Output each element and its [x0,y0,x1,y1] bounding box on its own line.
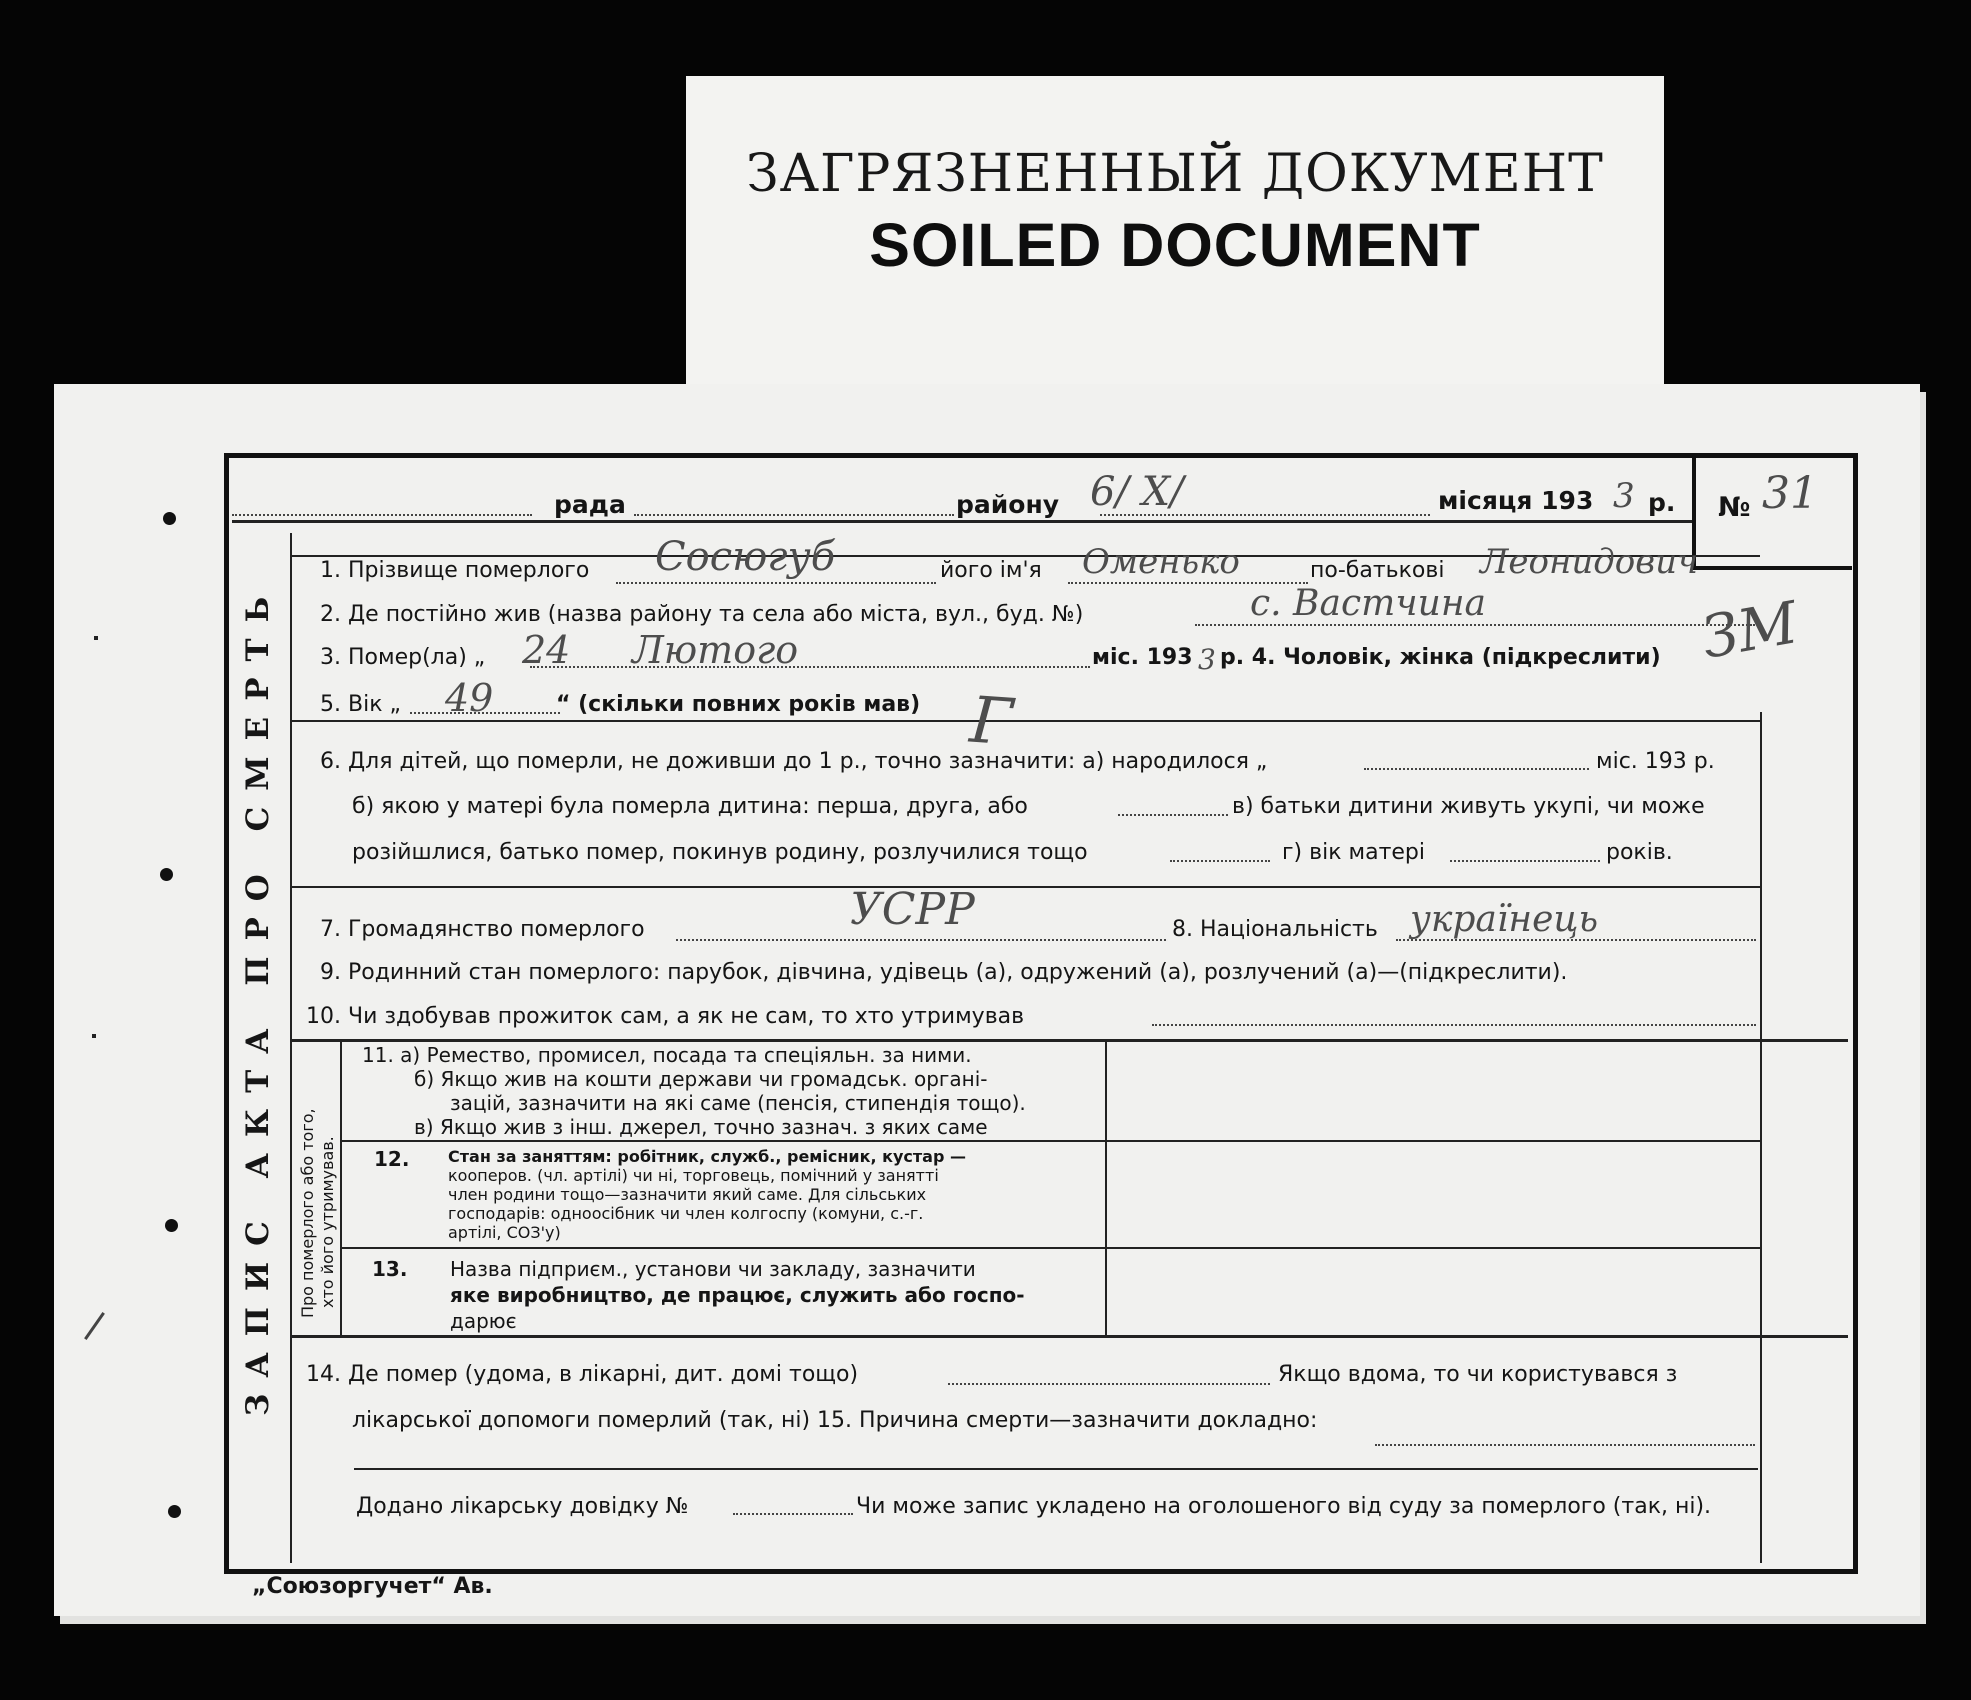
citizenship-handwritten: УСРР [850,884,975,935]
record-number-value: 31 [1762,468,1818,519]
date-blank [530,666,1090,668]
death-month-handwritten: Лютого [632,628,799,672]
rada-blank [232,514,532,516]
name-label: його ім'я [940,558,1042,583]
occupation-a: 11. а) Ремество, промисел, посада та спеціяльн. за ними. [362,1043,972,1067]
soiled-label-russian: ЗАГРЯЗНЕННЫЙ ДОКУМЕНТ [746,144,1604,204]
sex-label: р. 4. Чоловік, жінка (підкреслити) [1220,645,1661,670]
livelihood-label: 10. Чи здобував прожиток сам, а як не сам, то хто утримував [306,1004,1025,1029]
occupation-b2: зацій, зазначити на які саме (пенсія, стипендія тощо). [450,1091,1026,1115]
child-line-1-tail: міс. 193 р. [1596,749,1715,774]
registrar-initials: ЗМ [1696,588,1803,672]
side-title: ЗАПИС АКТА ПРО СМЕРТЬ [240,580,276,1416]
child-line-1: 6. Для дітей, що померли, не доживши до 1 р., точно зазначити: а) народилося „ [320,749,1268,774]
rada-label: рада [554,490,626,519]
child-parents-blank [1170,860,1270,862]
paper-mark [94,636,98,640]
workplace-line-3: дарює [450,1309,517,1333]
status-line-1: Стан за заняттям: робітник, служб., ремісник, кустар — [448,1147,966,1166]
section-line [290,1335,1848,1338]
child-line-2: б) якою у матері була померла дитина: перша, друга, або [352,794,1028,819]
surname-label: 1. Прізвище померлого [320,558,590,583]
child-line-3: розійшлися, батько помер, покинув родину, розлучилися тощо [352,840,1088,865]
record-number-label: № [1718,492,1751,523]
status-line-3: член родини тощо—зазначити який саме. Для сільських [448,1185,927,1204]
side-column-line [290,533,292,1563]
death-cause-label: лікарської допомоги померлий (так, ні) 15. Причина смерти—зазначити докладно: [352,1408,1318,1433]
occupation-b1: б) Якщо жив на кошти держави чи громадськ. органі- [414,1067,988,1091]
status-line-4: господарів: одноосібник чи член колгоспу (комуни, с.-г. [448,1204,924,1223]
years-label: років. [1606,840,1673,865]
punch-hole [165,1219,178,1232]
death-place-blank [948,1383,1270,1385]
workplace-number: 13. [372,1257,408,1281]
child-birth-blank [1364,768,1589,770]
workplace-line-2: яке виробництво, де працює, служить або госпо- [450,1283,1025,1307]
raion-handwritten: 6/ X/ [1090,469,1184,515]
cause-blank [1375,1444,1755,1446]
child-line-2-tail: в) батьки дитини живуть укупі, чи може [1232,794,1705,819]
right-margin-line [1760,712,1762,1563]
death-day-handwritten: 24 [522,628,571,672]
name-handwritten: Оменько [1082,542,1240,582]
workplace-line-1: Назва підприєм., установи чи закладу, зазначити [450,1257,976,1281]
livelihood-blank [1152,1024,1756,1026]
header-underline [232,520,1692,523]
section-line [290,886,1760,888]
soiled-document-label [686,76,1664,392]
death-date-label: 3. Помер(ла) „ [320,645,486,670]
occupation-row-line [340,1140,1760,1142]
side-note-line1: Про померлого або того, [298,1108,317,1318]
patronymic-handwritten: Леонидович [1480,542,1699,582]
occupation-answer-line [1105,1039,1107,1335]
occupation-side-line [340,1039,342,1335]
header-year-handwritten: 3 [1613,476,1635,516]
nationality-label: 8. Національність [1172,917,1378,942]
punch-hole [160,868,173,881]
residence-label: 2. Де постійно жив (назва району та села або міста, вул., буд. №) [320,602,1084,627]
mother-age-blank [1450,860,1600,862]
surname-handwritten: Сосюгуб [655,534,836,580]
punch-hole [168,1505,181,1518]
patronymic-label: по-батькові [1310,558,1445,583]
year-suffix: р. [1648,488,1676,517]
child-order-blank [1118,814,1228,816]
marital-status-label: 9. Родинний стан померлого: парубок, дівчина, удівець (а), одружений (а), розлучений (а)—(підкреслити). [320,960,1568,985]
soiled-label-english: SOILED DOCUMENT [869,211,1481,279]
age-handwritten: 49 [445,676,494,720]
cause-answer-line [354,1468,1758,1470]
raion-label: району [956,490,1060,519]
printer-imprint: „Союзоргучет“ Ав. [252,1574,493,1599]
citizenship-blank [676,939,1166,941]
surname-blank [616,582,936,584]
pencil-stroke: Г [967,683,1015,761]
death-year-handwritten: 3 [1198,643,1216,676]
status-line-5: артілі, СОЗ'у) [448,1223,561,1242]
paper-mark [92,1034,96,1038]
age-label: 5. Вік „ [320,692,401,717]
age-note: “ (скільки повних років мав) [556,692,921,717]
residence-handwritten: с. Вастчина [1250,583,1487,624]
punch-hole [163,512,176,525]
certificate-blank [733,1513,853,1515]
section-line [290,720,1760,722]
month-label: місяця 193 [1438,486,1594,515]
certificate-label: Додано лікарську довідку № [356,1494,689,1519]
court-declaration-label: Чи може запис укладено на оголошеного від суду за померлого (так, ні). [856,1494,1712,1519]
mother-age-label: г) вік матері [1282,840,1425,865]
citizenship-label: 7. Громадянство померлого [320,917,645,942]
death-month-label: міс. 193 [1092,645,1193,670]
nationality-handwritten: українець [1410,899,1599,940]
status-number: 12. [374,1147,410,1171]
medical-help-label: Якщо вдома, то чи користувався з [1278,1362,1678,1387]
occupation-row-line [340,1247,1760,1249]
death-place-label: 14. Де помер (удома, в лікарні, дит. домі тощо) [306,1362,859,1387]
occupation-c: в) Якщо жив з інш. джерел, точно зазнач. з яких саме [414,1115,988,1139]
status-line-2: коопepoв. (чл. артілі) чи ні, торговець, помічний у занятті [448,1166,939,1185]
side-note-line2: хто його утримував. [318,1136,337,1308]
raion-blank [634,514,954,516]
